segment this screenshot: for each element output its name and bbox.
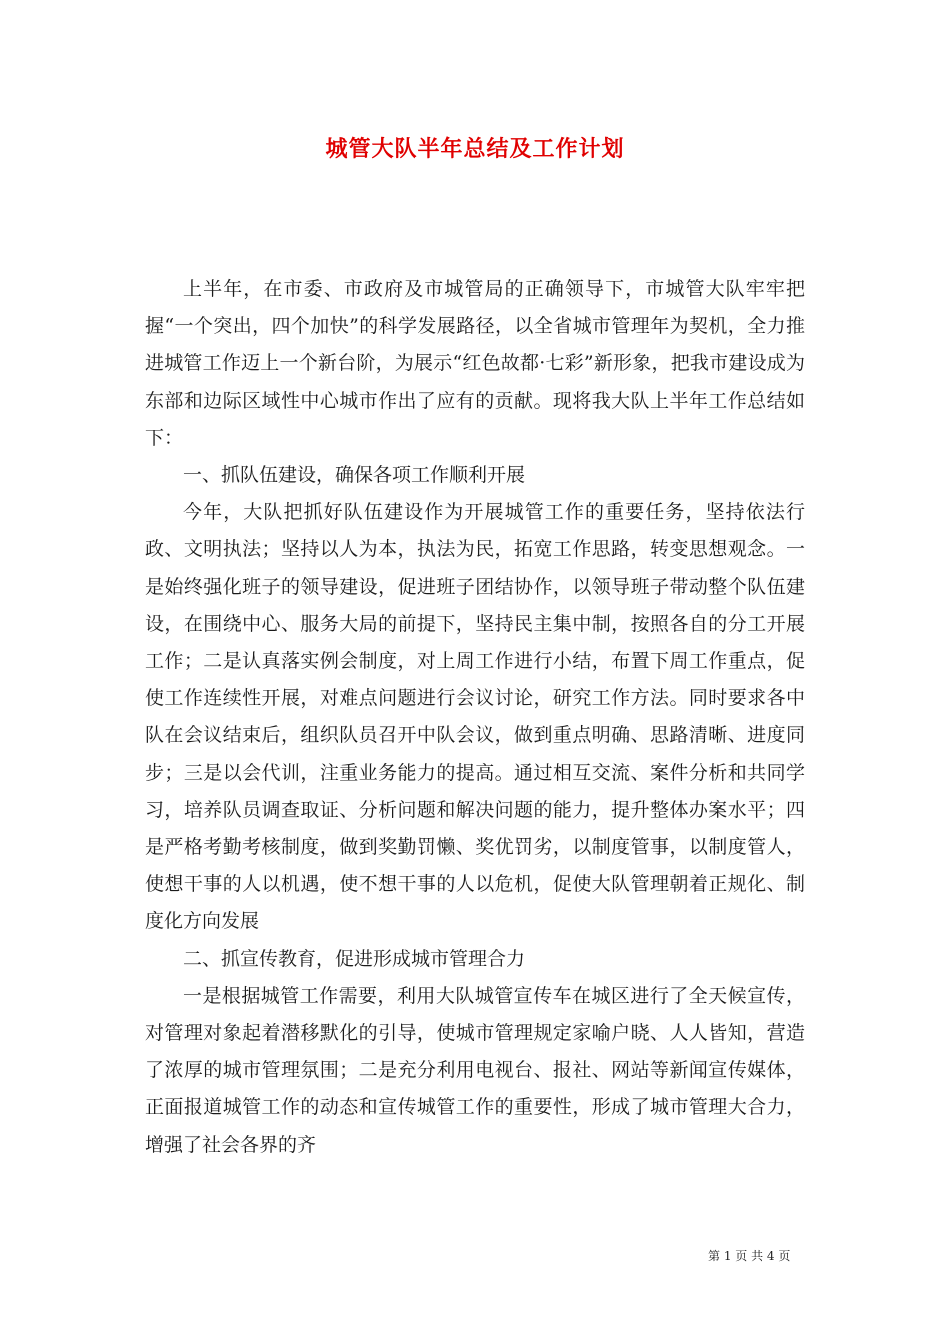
document-body <box>145 271 805 1164</box>
section-heading-2: 二、抓宣传教育，促进形成城市管理合力 <box>183 947 526 970</box>
section-1-paragraph: 今年，大队把抓好队伍建设作为开展城管工作的重要任务，坚持依法行政、文明执法；坚持以人为本，执法为民，拓宽工作思路，转变思想观念。一是始终强化班子的领导建设，促进班子团结协作，以领导班子带动整个队伍建设，在围绕中心、服务大局的前提下，坚持民主集中制，按照各自的分工开展工作；二是认真落实例会制度，对上周工作进行小结，布置下周工作重点，促使工作连续性开展，对难点问题进行会议讨论，研究工作方法。同时要求各中队在会议结束后，组织队员召开中队会议，做到重点明确、思路清晰、进度同步；三是以会代训，注重业务能力的提高。通过相互交流、案件分析和共同学习，培养队员调查取证、分析问题和解决问题的能力，提升整体办案水平；四是严格考勤考核制度，做到奖勤罚懒、奖优罚劣，以制度管事，以制度管人，使想干事的人以机遇，使不想干事的人以危机，促使大队管理朝着正规化、制度化方向发展 <box>145 501 805 933</box>
document-title: 城管大队半年总结及工作计划 <box>325 136 625 162</box>
section-2-paragraph: 一是根据城管工作需要，利用大队城管宣传车在城区进行了全天候宣传，对管理对象起着潜移默化的引导，使城市管理规定家喻户晓、人人皆知，营造了浓厚的城市管理氛围；二是充分利用电视台、报社、网站等新闻宣传媒体，正面报道城管工作的动态和宣传城管工作的重要性，形成了城市管理大合力，增强了社会各界的齐 <box>145 984 805 1156</box>
page-number: 第 1 页 共 4 页 <box>708 1249 791 1263</box>
intro-paragraph: 上半年，在市委、市政府及市城管局的正确领导下，市城管大队牢牢把握“一个突出，四个加快”的科学发展路径，以全省城市管理年为契机，全力推进城管工作迈上一个新台阶，为展示“红色故都·七彩”新形象，把我市建设成为东部和边际区域性中心城市作出了应有的贡献。现将我大队上半年工作总结如下： <box>145 278 805 449</box>
section-heading-1: 一、抓队伍建设，确保各项工作顺利开展 <box>183 464 526 487</box>
